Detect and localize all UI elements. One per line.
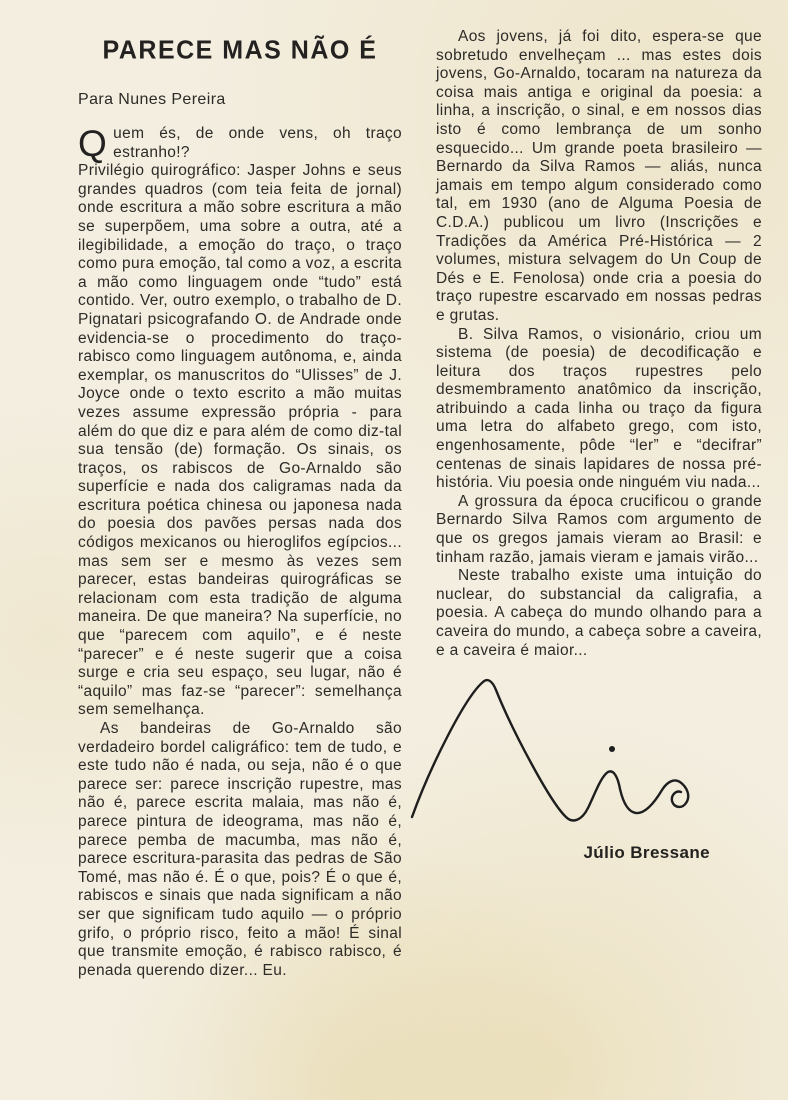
signature-drawing (410, 672, 715, 837)
dropcap-q: Q (78, 123, 108, 164)
paragraph-left-1: Privilégio quirográfico: Jasper Johns e seus grandes quadros (com teia feita de jornal) onde escritura a mão sobre escritura a mão se superpõem, uma sobre a outra, até a ilegibilidade, a emoção do traço, o traço como pura emoção, tal como a voz, a escrita a mão como linguagem onde “tudo” está contido. Ver, outro exemplo, o trabalho de D. Pignatari psicografando O. de Andrade onde evidencia-se o procedimento do traço-rabisco como linguagem autônoma, e, ainda exemplar, os manuscritos do “Ulisses” de J. Joyce onde o texto escrito a mão muitas vezes assume expressão própria - para além do que diz e para além de como diz-tal sua tensão (de) formação. Os sinais, os traços, os rabiscos de Go-Arnaldo são superfície e nada dos caligramas nada da escritura poética chinesa ou japonesa nada do poesia dos pavões persas nada dos códigos mexicanos ou hieroglifos egípcios... mas sem ser e mesmo às vezes sem parecer, estas bandeiras quirográficas se relacionam com esta tradição de alguma maneira. De que maneira? Na superfície, no que “parecem com aquilo”, e é neste “parecer” e é neste sugerir que a coisa surge e cria seu espaço, seu lugar, não é “aquilo” mas faz-se “parecer”: semelhança sem semelhança. (78, 162, 402, 719)
right-column (436, 28, 762, 863)
page-title: PARECE MAS NÃO É (102, 35, 378, 65)
paragraph-right-4: Neste trabalho existe uma intuição do nuclear, do substancial da caligrafia, a poesia. A cabeça do mundo olhando para a caveira do mundo, a cabeça sobre a caveira, e a caveira é maior... (436, 567, 762, 659)
left-column (78, 36, 402, 980)
author-name: Júlio Bressane (583, 843, 710, 863)
paragraph-left-2: As bandeiras de Go-Arnaldo são verdadeiro bordel caligráfico: tem de tudo, e este tudo não é nada, ou seja, não é o que parece ser: parece inscrição rupestre, mas não é, parece escrita malaia, mas não é, parece pintura de ideograma, mas não é, parece pemba de macumba, mas não é, parece escritura-parasita das pedras de São Tomé, mas não é. É o que, pois? É o que é, rabiscos e sinais que nada significam a não ser que significam tudo aquilo — o próprio grifo, o próprio risco, feito a mão! É sinal que transmite emoção, é rabisco rabisco, é penada querendo dizer... Eu. (78, 720, 402, 979)
paragraph-right-2: B. Silva Ramos, o visionário, criou um sistema (de poesia) de decodificação e leitura dos traços rupestres pelo desmembramento anatômico da inscrição, atribuindo a cada linha ou traço da figura uma letra do alfabeto grego, com isto, engenhosamente, pôde “ler” e “decifrar” centenas de sinais lapidares de nossa pré-história. Viu poesia onde ninguém viu nada... (436, 325, 762, 492)
opening-paragraph (78, 125, 402, 162)
signature-i-dot (609, 746, 615, 752)
dedication: Para Nunes Pereira (78, 91, 226, 108)
paragraph-right-3: A grossura da época crucificou o grande Bernardo Silva Ramos com argumento de que os gregos jamais vieram ao Brasil: e tinham razão, jamais vieram e jamais virão... (436, 492, 762, 566)
signature-block (436, 672, 762, 863)
paragraph-right-1: Aos jovens, já foi dito, espera-se que sobretudo envelheçam ... mas estes dois jovens, Go-Arnaldo, tocaram na natureza da coisa mais antiga e original da poesia: a linha, a inscrição, o sinal, e em nossos dias isto é como lembrança de um sonho esquecido... Um grande poeta brasileiro — Bernardo da Silva Ramos — aliás, nunca jamais em tempo algum considerado como tal, em 1930 (ano de Alguma Poesia de C.D.A.) publicou um livro (Inscrições e Tradições da América Pré-Histórica — 2 volumes, mistura selvagem do Un Coup de Dés e E. Fenolosa) onde cria a poesia do traço rupestre escarvado em nossas pedras e grutas. (436, 28, 762, 324)
opening-text: uem és, de onde vens, oh traço estranho!? (113, 125, 402, 161)
